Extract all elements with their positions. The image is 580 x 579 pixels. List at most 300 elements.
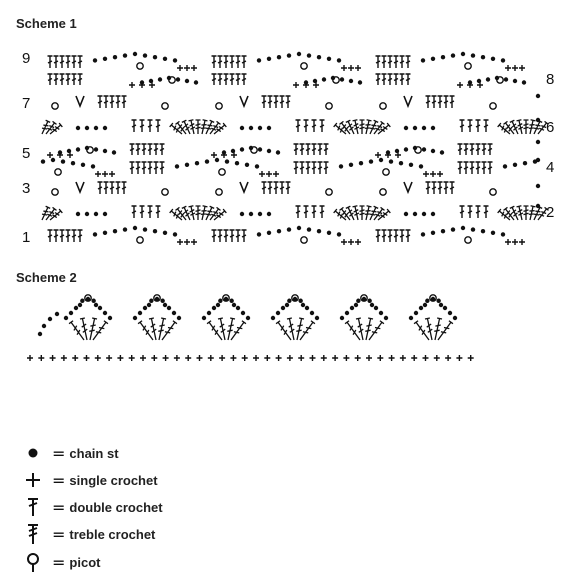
chain-st-mark: [194, 80, 198, 84]
chain-st-mark: [317, 55, 321, 59]
double-crochet-mark: [470, 144, 475, 155]
single-crochet-mark: [519, 65, 525, 71]
chain-st-mark: [413, 212, 417, 216]
double-crochet-mark: [400, 74, 405, 85]
double-crochet-mark: [60, 230, 65, 242]
single-crochet-mark: [230, 355, 236, 361]
single-crochet-mark: [512, 239, 518, 245]
scheme2-stitches: [27, 295, 474, 361]
legend-treble-crochet: [22, 523, 155, 545]
double-crochet-mark: [382, 56, 387, 68]
chain-st-mark: [536, 184, 540, 188]
chain-st-mark: [71, 161, 75, 165]
single-crochet-mark: [72, 355, 78, 361]
double-crochet-mark: [484, 206, 489, 218]
double-crochet-mark: [156, 120, 161, 132]
treble-crochet-mark: [40, 120, 50, 135]
chain-st-mark: [93, 232, 97, 236]
double-crochet-mark: [306, 144, 311, 155]
chain-st-mark: [523, 161, 527, 165]
double-crochet-mark: [438, 182, 443, 194]
double-crochet-mark: [110, 182, 115, 194]
chain-st-mark: [536, 118, 540, 122]
chain-st-mark: [236, 306, 240, 310]
single-crochet-mark: [84, 355, 90, 361]
chain-st-mark: [431, 149, 435, 153]
single-crochet-mark: [276, 355, 282, 361]
double-crochet-mark: [66, 74, 71, 85]
v-stitch-mark: [404, 96, 412, 106]
chain-st-mark: [461, 52, 465, 56]
single-crochet-mark: [434, 355, 440, 361]
double-crochet-mark: [48, 56, 53, 68]
chain-st-mark: [471, 227, 475, 231]
chain-st-mark: [160, 299, 164, 303]
chain-st-mark: [215, 158, 219, 162]
chain-st-mark: [422, 126, 426, 130]
chain-st-mark: [240, 147, 244, 151]
chain-st-mark: [276, 311, 280, 315]
double-crochet-mark: [318, 144, 323, 155]
chain-st-mark: [441, 229, 445, 233]
chain-st-mark: [443, 306, 447, 310]
chain-st-mark: [69, 311, 73, 315]
single-crochet-mark: [184, 65, 190, 71]
double-crochet-mark: [130, 144, 135, 155]
chain-st-mark: [307, 53, 311, 57]
single-crochet-mark: [259, 171, 265, 177]
chain-st-mark: [439, 303, 443, 307]
single-crochet-mark: [219, 355, 225, 361]
scheme1-stitches: [40, 52, 549, 245]
single-crochet-mark: [355, 355, 361, 361]
double-crochet-mark: [324, 162, 329, 174]
double-crochet-mark: [268, 182, 273, 194]
double-crochet-mark: [78, 74, 83, 85]
chain-st-mark: [310, 311, 314, 315]
double-crochet-mark: [104, 96, 109, 108]
picot-mark: [216, 189, 222, 195]
picot-mark: [216, 103, 222, 109]
chain-st-icon: [22, 442, 44, 464]
double-crochet-mark: [154, 162, 159, 174]
double-crochet-mark: [136, 144, 141, 155]
v-stitch-mark: [404, 182, 412, 192]
double-crochet-mark: [148, 206, 153, 218]
chain-st-mark: [249, 126, 253, 130]
double-crochet-mark: [72, 74, 77, 85]
chain-st-mark: [337, 58, 341, 62]
chain-st-mark: [55, 312, 59, 316]
row-number: 2: [546, 204, 555, 221]
single-crochet-mark: [400, 355, 406, 361]
chain-st-mark: [513, 79, 517, 83]
chain-st-mark: [305, 306, 309, 310]
double-crochet-mark: [212, 74, 217, 85]
picot-mark: [162, 103, 168, 109]
row-number: 6: [546, 119, 555, 136]
chain-st-mark: [51, 158, 55, 162]
chain-st-mark: [431, 212, 435, 216]
double-crochet-mark: [132, 206, 137, 218]
v-stitch-mark: [240, 182, 248, 192]
legend-label: treble crochet: [69, 526, 156, 542]
double-crochet-mark: [274, 182, 279, 194]
equals-sign: =: [52, 552, 66, 572]
double-crochet-mark: [72, 56, 77, 68]
chain-st-mark: [421, 58, 425, 62]
chain-st-mark: [81, 163, 85, 167]
single-crochet-mark: [102, 171, 108, 177]
single-crochet-mark: [151, 355, 157, 361]
chain-st-mark: [349, 79, 353, 83]
single-crochet-mark: [375, 152, 381, 158]
double-crochet-mark: [140, 206, 145, 218]
legend-label: double crochet: [69, 499, 163, 515]
double-crochet-mark: [218, 56, 223, 68]
equals-sign: =: [52, 497, 66, 517]
treble-crochet-icon: [22, 523, 44, 545]
chain-st-mark: [158, 77, 162, 81]
double-crochet-mark: [296, 120, 301, 132]
chain-st-mark: [91, 164, 95, 168]
double-crochet-mark: [464, 162, 469, 174]
single-crochet-mark: [287, 355, 293, 361]
single-crochet-mark: [61, 355, 67, 361]
double-crochet-mark: [444, 96, 449, 108]
picot-mark: [465, 237, 471, 243]
double-crochet-mark: [294, 162, 299, 174]
chain-st-mark: [287, 299, 291, 303]
picot-mark: [383, 169, 389, 175]
legend-single-crochet: [22, 469, 158, 491]
chain-st-mark: [195, 161, 199, 165]
single-crochet-icon: [22, 469, 44, 491]
double-crochet-mark: [432, 182, 437, 194]
double-crochet-mark: [78, 230, 83, 242]
single-crochet-mark: [208, 355, 214, 361]
chain-st-mark: [367, 299, 371, 303]
row-number: 4: [546, 159, 555, 176]
double-crochet-mark: [426, 182, 431, 194]
chain-st-mark: [356, 299, 360, 303]
single-crochet-mark: [348, 65, 354, 71]
double-crochet-mark: [476, 162, 481, 174]
chain-st-mark: [103, 311, 107, 315]
double-crochet-mark: [468, 206, 473, 218]
chain-st-mark: [340, 77, 344, 81]
picot-mark: [137, 63, 143, 69]
chain-st-mark: [185, 79, 189, 83]
double-crochet-mark: [464, 144, 469, 155]
single-crochet-mark: [242, 355, 248, 361]
double-crochet-mark: [148, 120, 153, 132]
single-crochet-mark: [505, 239, 511, 245]
double-crochet-mark: [444, 182, 449, 194]
chain-st-mark: [249, 212, 253, 216]
double-crochet-mark: [66, 230, 71, 242]
chain-st-mark: [409, 316, 413, 320]
double-crochet-mark: [312, 120, 317, 132]
double-crochet-mark: [218, 74, 223, 85]
double-crochet-mark: [324, 144, 329, 155]
single-crochet-mark: [355, 65, 361, 71]
double-crochet-mark: [132, 120, 137, 132]
double-crochet-mark: [426, 96, 431, 108]
double-crochet-mark: [60, 74, 65, 85]
double-crochet-mark: [242, 74, 247, 85]
chain-st-mark: [133, 52, 137, 56]
row-number: 7: [22, 95, 31, 112]
double-crochet-mark: [142, 162, 147, 174]
row-number: 9: [22, 50, 31, 67]
chain-st-mark: [240, 126, 244, 130]
double-crochet-mark: [476, 144, 481, 155]
chain-st-mark: [123, 53, 127, 57]
single-crochet-mark: [519, 239, 525, 245]
chain-st-mark: [327, 57, 331, 61]
chain-st-mark: [143, 53, 147, 57]
chain-st-mark: [257, 232, 261, 236]
chain-st-mark: [536, 204, 540, 208]
chain-st-mark: [419, 306, 423, 310]
chain-st-mark: [422, 147, 426, 151]
chain-st-mark: [421, 232, 425, 236]
chain-st-mark: [163, 57, 167, 61]
chain-st-mark: [513, 163, 517, 167]
single-crochet-mark: [177, 239, 183, 245]
double-crochet-mark: [218, 230, 223, 242]
double-crochet-mark: [212, 56, 217, 68]
double-crochet-mark: [312, 144, 317, 155]
single-crochet-mark: [185, 355, 191, 361]
chain-st-mark: [61, 159, 65, 163]
double-crochet-mark: [482, 162, 487, 174]
double-crochet-mark: [376, 56, 381, 68]
single-crochet-mark: [50, 355, 56, 361]
double-crochet-mark: [116, 96, 121, 108]
chain-st-mark: [143, 227, 147, 231]
chain-st-mark: [404, 126, 408, 130]
picot-mark: [301, 63, 307, 69]
chain-st-mark: [74, 306, 78, 310]
chain-st-mark: [267, 126, 271, 130]
chain-st-mark: [486, 77, 490, 81]
single-crochet-mark: [109, 171, 115, 177]
double-crochet-mark: [488, 144, 493, 155]
single-crochet-mark: [423, 355, 429, 361]
chain-st-mark: [522, 80, 526, 84]
single-crochet-mark: [174, 355, 180, 361]
chain-st-mark: [350, 306, 354, 310]
double-crochet-mark: [476, 206, 481, 218]
chain-st-mark: [384, 316, 388, 320]
double-crochet-mark: [376, 230, 381, 242]
double-crochet-mark: [54, 74, 59, 85]
double-crochet-mark: [224, 56, 229, 68]
v-stitch-mark: [76, 96, 84, 106]
equals-sign: =: [52, 524, 66, 544]
single-crochet-mark: [184, 239, 190, 245]
chain-st-mark: [431, 57, 435, 61]
double-crochet-mark: [432, 96, 437, 108]
treble-crochet-mark: [40, 206, 50, 221]
picot-mark: [219, 169, 225, 175]
double-crochet-mark: [230, 230, 235, 242]
single-crochet-mark: [343, 355, 349, 361]
chain-st-mark: [85, 212, 89, 216]
double-crochet-mark: [382, 74, 387, 85]
double-crochet-mark: [476, 120, 481, 132]
chain-st-mark: [536, 140, 540, 144]
chain-st-mark: [78, 303, 82, 307]
chain-st-mark: [94, 212, 98, 216]
chain-st-mark: [317, 229, 321, 233]
chain-st-mark: [276, 150, 280, 154]
chain-st-mark: [245, 163, 249, 167]
chain-st-mark: [103, 57, 107, 61]
scheme2-title: Scheme 2: [16, 270, 77, 285]
chain-st-mark: [491, 231, 495, 235]
double-crochet-mark: [458, 144, 463, 155]
single-crochet-mark: [106, 355, 112, 361]
double-crochet-mark: [312, 162, 317, 174]
picot-mark: [137, 237, 143, 243]
picot-mark: [465, 63, 471, 69]
double-crochet-mark: [406, 74, 411, 85]
single-crochet-mark: [389, 355, 395, 361]
chain-st-mark: [173, 232, 177, 236]
chain-st-mark: [103, 212, 107, 216]
v-stitch-mark: [240, 96, 248, 106]
chain-st-mark: [267, 231, 271, 235]
chain-st-mark: [172, 311, 176, 315]
chain-st-mark: [80, 299, 84, 303]
single-crochet-mark: [177, 65, 183, 71]
chain-st-mark: [413, 126, 417, 130]
double-crochet-mark: [312, 206, 317, 218]
picot-mark: [162, 189, 168, 195]
double-crochet-mark: [488, 162, 493, 174]
treble-crochet-mark: [524, 120, 529, 134]
chain-st-mark: [339, 164, 343, 168]
double-crochet-mark: [122, 96, 127, 108]
chain-st-mark: [370, 303, 374, 307]
single-crochet-mark: [411, 355, 417, 361]
double-crochet-mark: [294, 144, 299, 155]
chain-st-mark: [235, 161, 239, 165]
double-crochet-mark: [130, 162, 135, 174]
double-crochet-mark: [280, 96, 285, 108]
double-crochet-mark: [142, 144, 147, 155]
double-crochet-mark: [116, 182, 121, 194]
picot-mark: [55, 169, 61, 175]
chain-st-mark: [297, 52, 301, 56]
chain-st-mark: [258, 147, 262, 151]
chain-st-mark: [149, 299, 153, 303]
double-crochet-mark: [388, 230, 393, 242]
double-crochet-mark: [242, 56, 247, 68]
double-crochet-mark: [224, 74, 229, 85]
double-crochet-mark: [458, 162, 463, 174]
single-crochet-mark: [191, 65, 197, 71]
single-crochet-mark: [457, 82, 463, 88]
single-crochet-mark: [468, 355, 474, 361]
single-crochet-mark: [266, 171, 272, 177]
chain-st-mark: [246, 316, 250, 320]
double-crochet-mark: [72, 230, 77, 242]
double-crochet-mark: [406, 56, 411, 68]
chain-st-mark: [369, 159, 373, 163]
double-crochet-mark: [60, 56, 65, 68]
chain-st-mark: [441, 55, 445, 59]
picot-mark: [301, 237, 307, 243]
double-crochet-mark: [98, 182, 103, 194]
chain-st-mark: [448, 311, 452, 315]
double-crochet-mark: [376, 74, 381, 85]
chain-st-mark: [123, 227, 127, 231]
double-crochet-mark: [304, 120, 309, 132]
chain-st-mark: [414, 311, 418, 315]
legend-chain-st: [22, 442, 119, 464]
chain-st-mark: [38, 332, 42, 336]
double-crochet-mark: [296, 206, 301, 218]
chain-st-mark: [481, 55, 485, 59]
picot-mark: [52, 189, 58, 195]
chain-st-mark: [202, 316, 206, 320]
legend-label: chain st: [69, 445, 119, 461]
treble-crochet-mark: [524, 206, 529, 220]
double-crochet-mark: [236, 74, 241, 85]
picot-mark: [380, 103, 386, 109]
single-crochet-mark: [512, 65, 518, 71]
single-crochet-mark: [366, 355, 372, 361]
double-crochet-mark: [160, 162, 165, 174]
chain-st-mark: [205, 159, 209, 163]
single-crochet-mark: [341, 239, 347, 245]
chain-st-mark: [94, 147, 98, 151]
picot-mark: [380, 189, 386, 195]
single-crochet-mark: [38, 355, 44, 361]
chain-st-mark: [425, 299, 429, 303]
chain-st-mark: [64, 316, 68, 320]
chain-st-mark: [258, 212, 262, 216]
chain-st-mark: [451, 227, 455, 231]
chain-st-mark: [255, 164, 259, 168]
treble-crochet-mark: [360, 120, 365, 134]
chain-st-mark: [453, 316, 457, 320]
equals-sign: =: [52, 470, 66, 490]
chain-st-mark: [431, 126, 435, 130]
chain-st-mark: [491, 57, 495, 61]
equals-sign: =: [52, 443, 66, 463]
double-crochet-mark: [140, 120, 145, 132]
row-number: 5: [22, 145, 31, 162]
single-crochet-mark: [332, 355, 338, 361]
chain-st-mark: [175, 164, 179, 168]
double-crochet-mark: [110, 96, 115, 108]
chain-st-mark: [76, 126, 80, 130]
double-crochet-mark: [394, 74, 399, 85]
chain-st-mark: [501, 232, 505, 236]
double-crochet-mark: [306, 162, 311, 174]
single-crochet-mark: [505, 65, 511, 71]
double-crochet-mark: [148, 144, 153, 155]
double-crochet-mark: [66, 56, 71, 68]
chain-st-mark: [389, 159, 393, 163]
double-crochet-mark: [236, 56, 241, 68]
double-crochet-mark: [468, 120, 473, 132]
